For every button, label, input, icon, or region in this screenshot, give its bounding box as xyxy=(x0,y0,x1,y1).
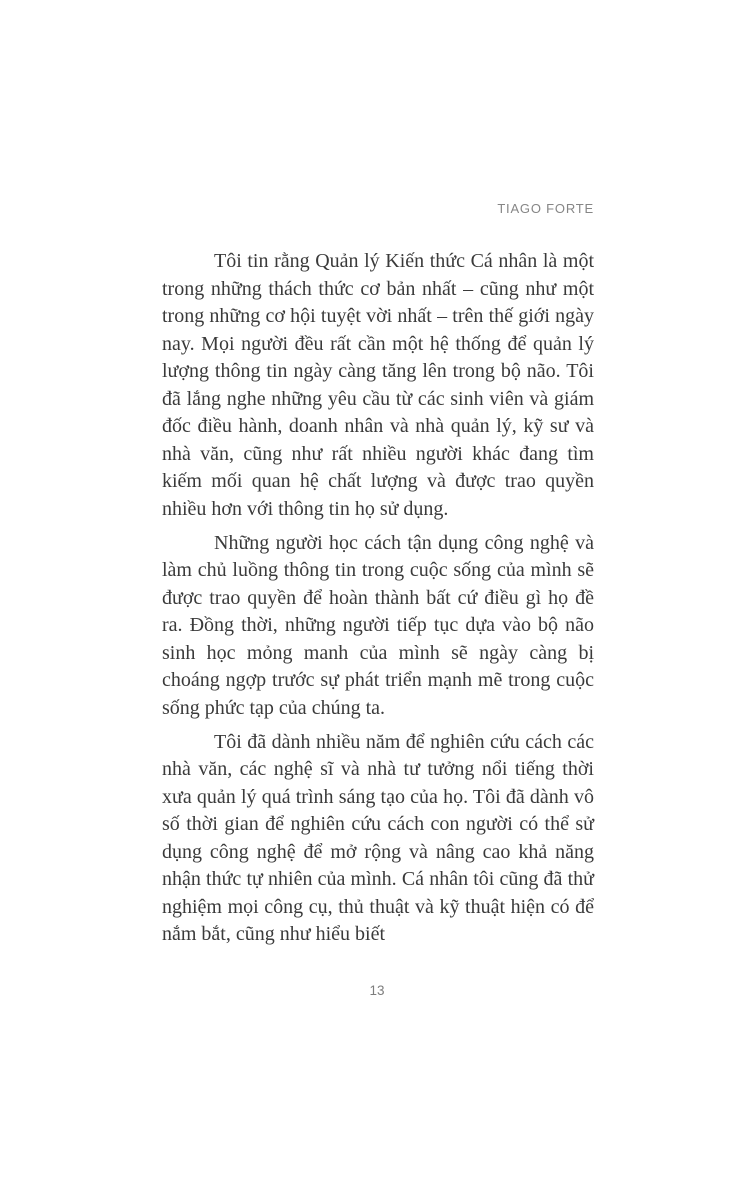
page-number: 13 xyxy=(369,983,385,998)
paragraph: Tôi tin rằng Quản lý Kiến thức Cá nhân là một trong những thách thức cơ bản nhất – cũng như một trong những cơ hội tuyệt vời nhất – trên thế giới ngày nay. Mọi người đều rất cần một hệ thống để quản lý lượng thông tin ngày càng tăng lên trong bộ não. Tôi đã lắng nghe những yêu cầu từ các sinh viên và giám đốc điều hành, doanh nhân và nhà quản lý, kỹ sư và nhà văn, cũng như rất nhiều người khác đang tìm kiếm mối quan hệ chất lượng và được trao quyền nhiều hơn với thông tin họ sử dụng. xyxy=(162,250,594,520)
running-header-author: TIAGO FORTE xyxy=(497,201,594,216)
body-text xyxy=(162,248,594,955)
paragraph: Những người học cách tận dụng công nghệ và làm chủ luồng thông tin trong cuộc sống của mình sẽ được trao quyền để hoàn thành bất cứ điều gì họ đề ra. Đồng thời, những người tiếp tục dựa vào bộ não sinh học mỏng manh của mình sẽ ngày càng bị choáng ngợp trước sự phát triển mạnh mẽ trong cuộc sống phức tạp của chúng ta. xyxy=(162,531,594,719)
paragraph: Tôi đã dành nhiều năm để nghiên cứu cách các nhà văn, các nghệ sĩ và nhà tư tưởng nổi tiếng thời xưa quản lý quá trình sáng tạo của họ. Tôi đã dành vô số thời gian để nghiên cứu cách con người có thể sử dụng công nghệ để mở rộng và nâng cao khả năng nhận thức tự nhiên của mình. Cá nhân tôi cũng đã thử nghiệm mọi công cụ, thủ thuật và kỹ thuật hiện có để nắm bắt, cũng như hiểu biết xyxy=(162,730,594,945)
